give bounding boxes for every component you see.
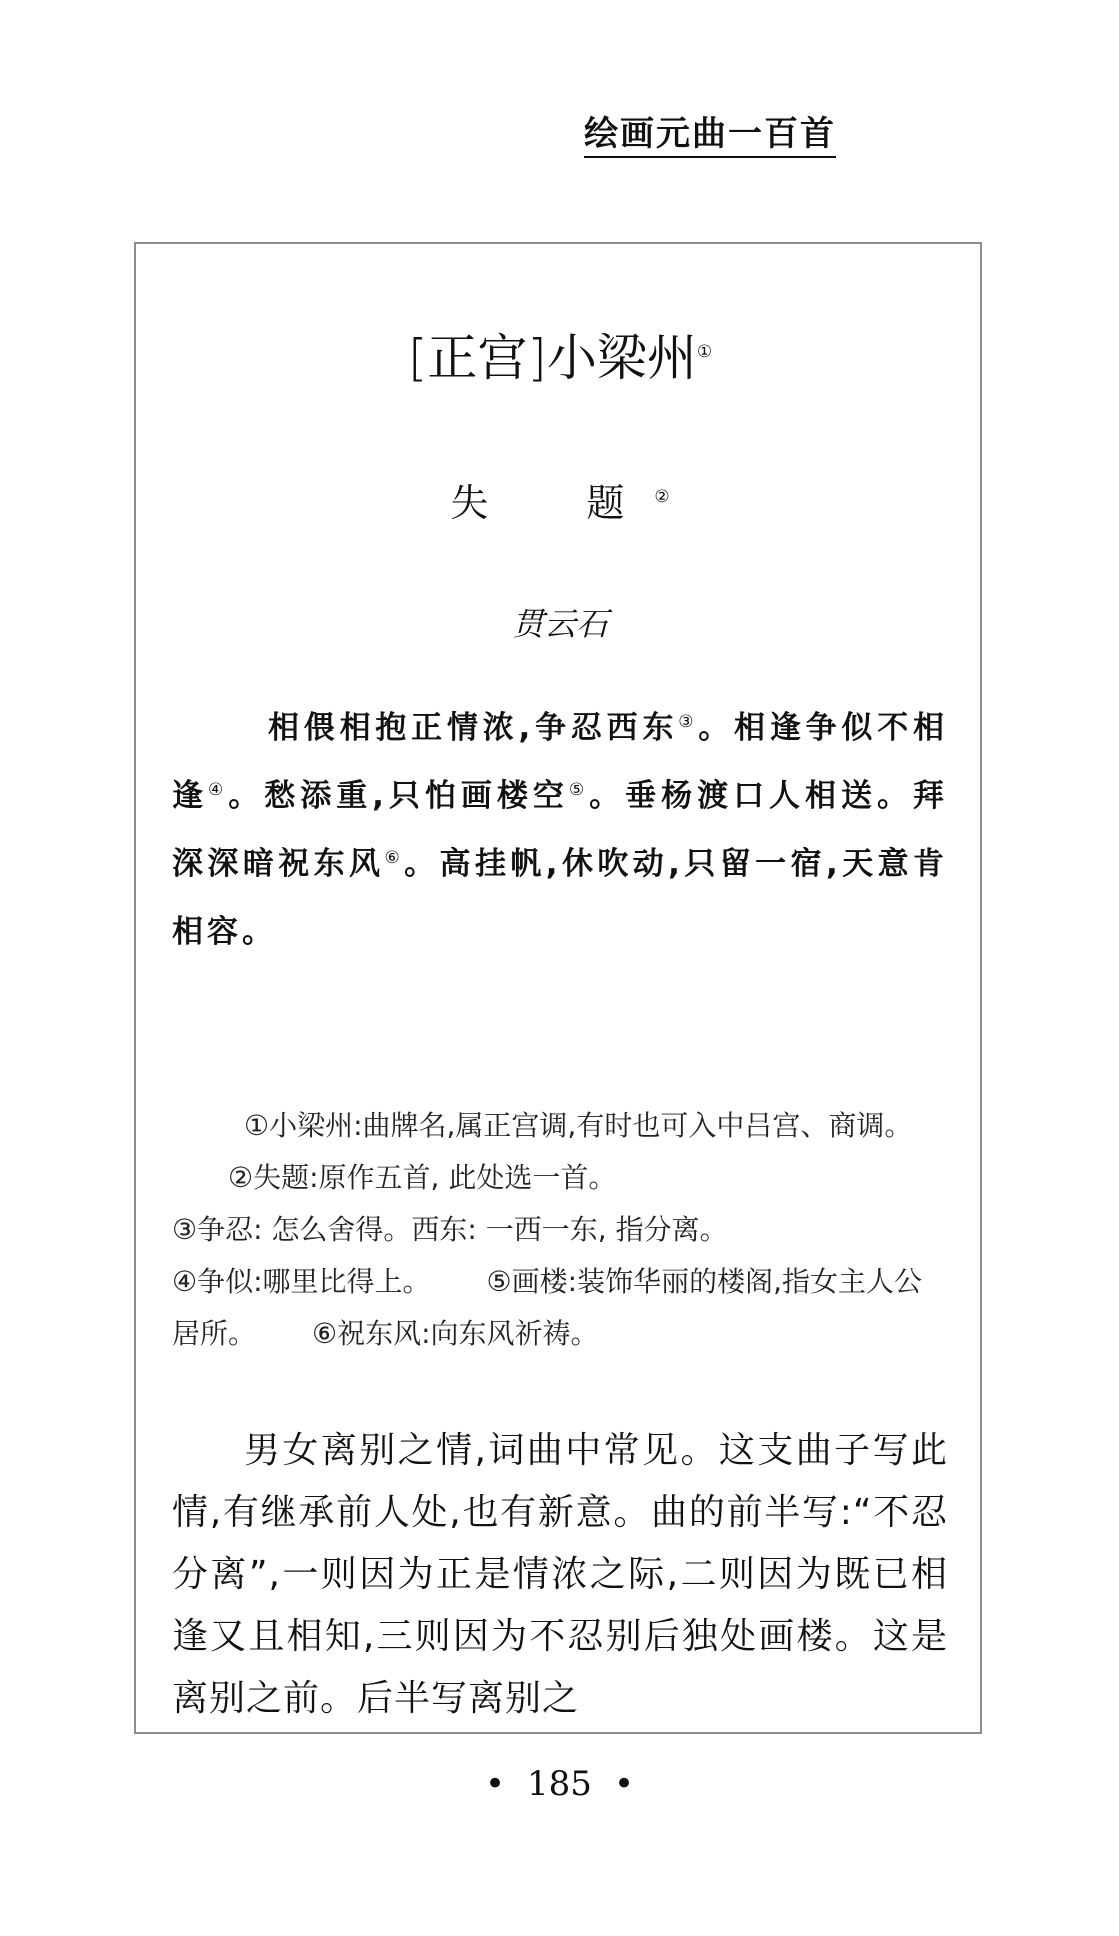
annotation-item: ③争忍: 怎么舍得。西东: 一西一东, 指分离。 — [172, 1213, 728, 1246]
annotations — [172, 1100, 948, 1360]
annotation-item: ⑤画楼:装饰华丽的楼阁,指女主人公居所。 — [172, 1265, 922, 1350]
annotation-paragraph — [172, 1256, 948, 1360]
annotation-paragraph — [172, 1100, 948, 1204]
poem-segment: 。垂杨渡口人相送。拜深深暗祝东风 — [172, 778, 949, 882]
footnote-marker: ④ — [208, 780, 229, 800]
poem-segment: 。相逢争似不相逢 — [172, 710, 948, 814]
bullet-icon: • — [613, 1764, 635, 1804]
poem-subtitle — [172, 478, 948, 528]
footnote-marker: ② — [654, 487, 670, 507]
qupai-text: [正宫]小梁州 — [407, 329, 697, 387]
footnote-marker: ⑥ — [384, 848, 405, 868]
poem-segment: 。愁添重,只怕画楼空 — [228, 778, 569, 814]
annotation-item: ④争似:哪里比得上。 — [172, 1265, 431, 1298]
annotation-item: ②失题:原作五首, 此处选一首。 — [228, 1161, 617, 1194]
poem-author: 贯云石 — [511, 605, 608, 643]
bullet-icon: • — [484, 1764, 506, 1804]
footnote-marker: ① — [696, 342, 713, 362]
footnote-marker: ⑤ — [568, 780, 590, 800]
annotation-item: ⑥祝东风:向东风祈祷。 — [312, 1317, 599, 1350]
qupai-title — [172, 326, 948, 390]
footnote-marker: ③ — [678, 712, 699, 732]
subtitle-text: 失 题 — [450, 481, 655, 525]
poem-segment: 相偎相抱正情浓,争忍西东 — [268, 710, 679, 746]
annotation-item: ①小梁州:曲牌名,属正宫调,有时也可入中吕宫、商调。 — [244, 1109, 913, 1142]
running-title: 绘画元曲一百首 — [584, 112, 836, 158]
poem-segment: 。高挂帆,休吹动,只留一宿,天意肯相容。 — [172, 846, 949, 950]
annotation-paragraph — [172, 1204, 948, 1256]
commentary-paragraph: 男女离别之情,词曲中常见。这支曲子写此情,有继承前人处,也有新意。曲的前半写:“不忍分离”,一则因为正是情浓之际,二则因为既已相逢又且相知,三则因为不忍别后独处画楼。这是离别之前。后半写离别之 — [172, 1430, 948, 1719]
poem-body — [172, 694, 948, 966]
page-number: 185 — [527, 1764, 592, 1804]
content-frame — [134, 242, 982, 1734]
page-footer — [0, 1762, 1119, 1806]
